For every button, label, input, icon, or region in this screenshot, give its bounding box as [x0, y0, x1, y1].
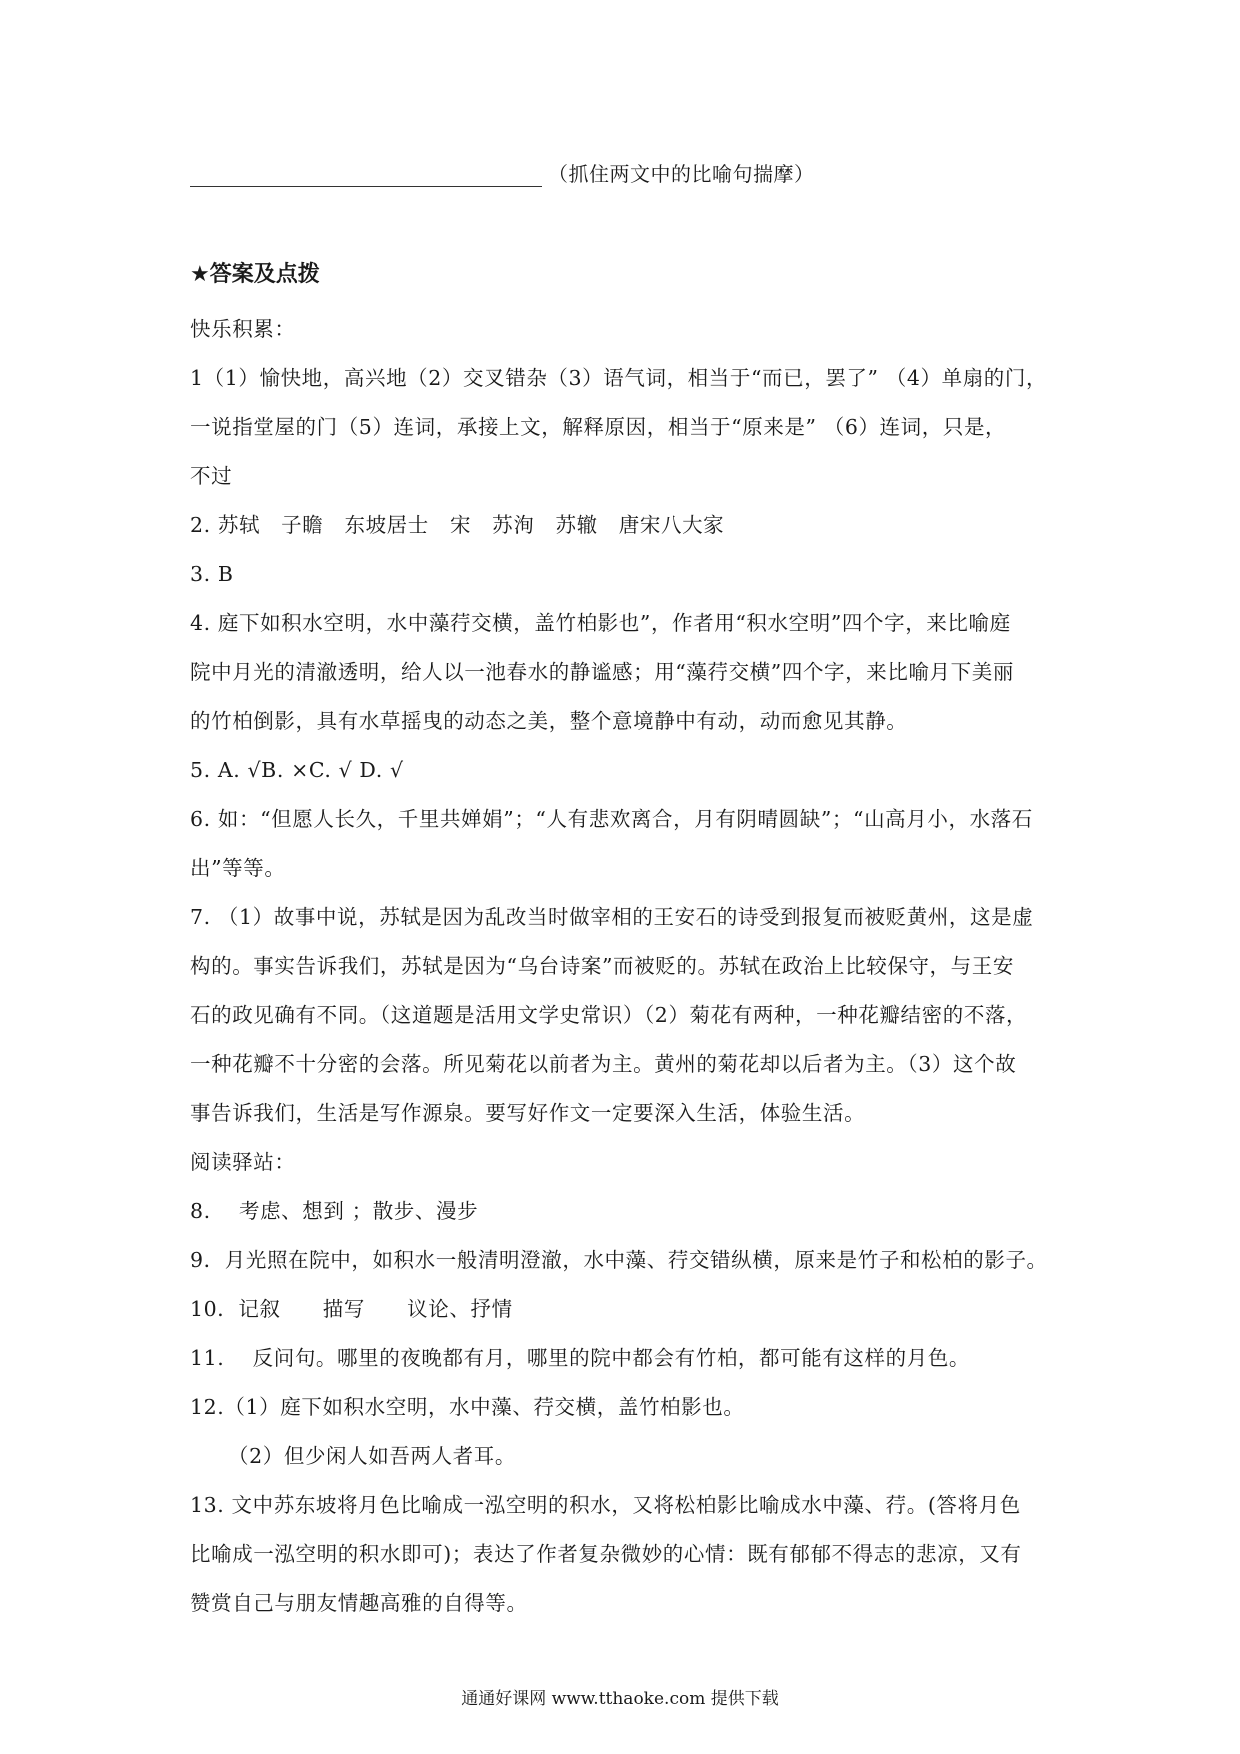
text-line: 3. B: [190, 562, 234, 586]
text-line: 9．月光照在院中，如积水一般清明澄澈，水中藻、荇交错纵横，原来是竹子和松柏的影子。: [190, 1248, 1048, 1272]
text-line: （2）但少闲人如吾两人者耳。: [228, 1444, 516, 1468]
text-line: 5. A. √B. ×C. √ D. √: [190, 758, 404, 782]
answer-blank-line: [190, 164, 542, 187]
answer-section: [190, 255, 1060, 1628]
text-line: 出”等等。: [190, 856, 286, 880]
text-line: 阅读驿站：: [190, 1150, 296, 1174]
text-line: 6. 如：“但愿人长久，千里共婵娟”；“人有悲欢离合，月有阴晴圆缺”；“山高月小，水落石: [190, 807, 1033, 831]
text-line: 赞赏自己与朋友情趣高雅的自得等。: [190, 1591, 528, 1615]
answer-hint: （抓住两文中的比喻句揣摩）: [548, 162, 815, 186]
text-line: 10．记叙 描写 议论、抒情: [190, 1297, 513, 1321]
text-line: 不过: [190, 464, 233, 488]
text-line: 1（1）愉快地，高兴地（2）交叉错杂（3）语气词，相当于“而已，罢了” （4）单扇的门，: [190, 366, 1048, 390]
text-line: 快乐积累：: [190, 317, 296, 341]
text-line: 12.（1）庭下如积水空明，水中藻、荇交横，盖竹柏影也。: [190, 1395, 745, 1419]
text-line: 的竹柏倒影，具有水草摇曳的动态之美，整个意境静中有动，动而愈见其静。: [190, 709, 908, 733]
text-line: 事告诉我们，生活是写作源泉。要写好作文一定要深入生活，体验生活。: [190, 1101, 866, 1125]
text-line: 一说指堂屋的门（5）连词，承接上文，解释原因，相当于“原来是” （6）连词，只是，: [190, 415, 1007, 439]
answer-blank-row: [190, 158, 815, 187]
text-line: 比喻成一泓空明的积水即可)；表达了作者复杂微妙的心情：既有郁郁不得志的悲凉，又有: [190, 1542, 1022, 1566]
text-line: 一种花瓣不十分密的会落。所见菊花以前者为主。黄州的菊花却以后者为主。（3）这个故: [190, 1052, 1017, 1076]
text-line: 构的。事实告诉我们，苏轼是因为“乌台诗案”而被贬的。苏轼在政治上比较保守，与王安: [190, 954, 1014, 978]
text-line: 院中月光的清澈透明，给人以一池春水的静谧感；用“藻荇交横”四个字，来比喻月下美丽: [190, 660, 1014, 684]
text-line: 石的政见确有不同。（这道题是活用文学史常识）（2）菊花有两种，一种花瓣结密的不落，: [190, 1003, 1028, 1027]
section-heading: ★答案及点拨: [190, 262, 320, 287]
page-footer: 通通好课网 www.tthaoke.com 提供下载: [461, 1689, 779, 1709]
text-line: 2. 苏轼 子瞻 东坡居士 宋 苏洵 苏辙 唐宋八大家: [190, 513, 725, 537]
text-line: 11. 反问句。哪里的夜晚都有月，哪里的院中都会有竹柏，都可能有这样的月色。: [190, 1346, 971, 1370]
text-line: 8. 考虑、想到 ；散步、漫步: [190, 1199, 479, 1223]
text-line: 7. （1）故事中说，苏轼是因为乱改当时做宰相的王安石的诗受到报复而被贬黄州，这是虚: [190, 905, 1034, 929]
text-line: 4. 庭下如积水空明，水中藻荇交横，盖竹柏影也”，作者用“积水空明”四个字，来比喻庭: [190, 611, 1011, 635]
text-line: 13. 文中苏东坡将月色比喻成一泓空明的积水，又将松柏影比喻成水中藻、荇。(答将月色: [190, 1493, 1021, 1517]
